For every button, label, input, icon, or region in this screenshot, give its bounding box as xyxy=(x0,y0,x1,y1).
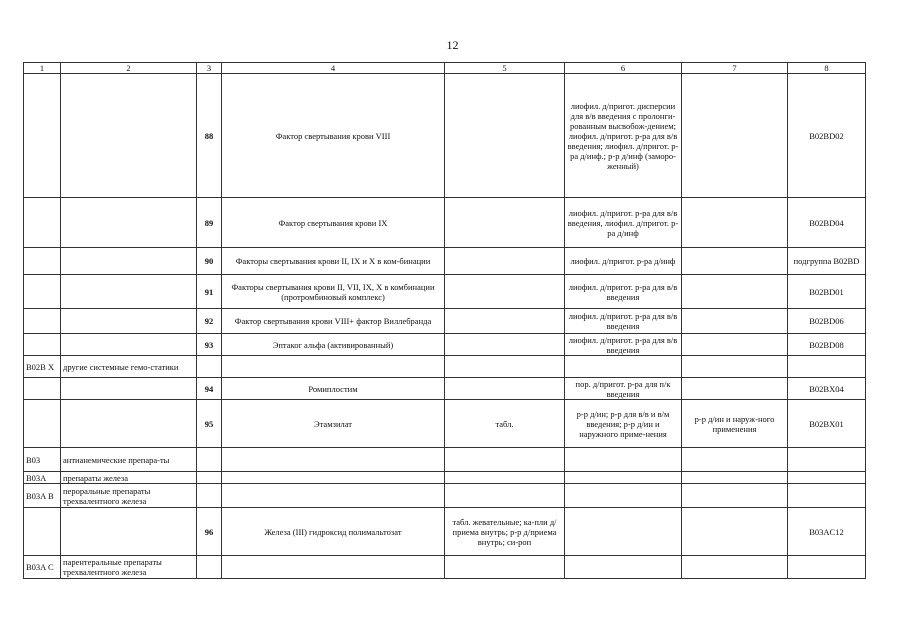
release-form-cell: р-р д/ин; р-р для в/в и в/м введения; р-р д/ин и наружного приме-нения xyxy=(565,400,682,448)
note-cell xyxy=(682,356,788,378)
atc-subcode-cell: B02BD01 xyxy=(788,275,866,309)
dosage-form-cell: табл. жевательные; ка-пли д/приема внутрь; р-р д/приема внутрь; си-роп xyxy=(445,508,565,556)
atc-subcode-cell xyxy=(788,472,866,484)
atc-code-cell xyxy=(24,334,61,356)
table-row xyxy=(24,472,866,484)
group-name-cell xyxy=(61,275,197,309)
release-form-cell xyxy=(565,448,682,472)
drug-name-cell xyxy=(222,448,445,472)
column-header: 5 xyxy=(445,63,565,74)
drug-name-cell xyxy=(222,356,445,378)
group-name-cell: пероральные препараты трехвалентного железа xyxy=(61,484,197,508)
column-header: 8 xyxy=(788,63,866,74)
item-number-cell: 95 xyxy=(197,400,222,448)
drug-name-cell: Эптаког альфа (активированный) xyxy=(222,334,445,356)
atc-subcode-cell: B02BX01 xyxy=(788,400,866,448)
atc-subcode-cell: B02BD04 xyxy=(788,198,866,248)
note-cell xyxy=(682,484,788,508)
table-row xyxy=(24,356,866,378)
release-form-cell xyxy=(565,508,682,556)
column-header: 6 xyxy=(565,63,682,74)
dosage-form-cell xyxy=(445,472,565,484)
drug-name-cell xyxy=(222,472,445,484)
atc-code-cell: B03A xyxy=(24,472,61,484)
table-row xyxy=(24,309,866,334)
drug-name-cell: Ромиплостим xyxy=(222,378,445,400)
item-number-cell: 96 xyxy=(197,508,222,556)
release-form-cell: лиофил. д/пригот. р-ра для в/в введения, лиофил. д/пригот. р-ра д/инф xyxy=(565,198,682,248)
dosage-form-cell xyxy=(445,378,565,400)
dosage-form-cell xyxy=(445,275,565,309)
atc-code-cell: B03A C xyxy=(24,556,61,579)
item-number-cell: 92 xyxy=(197,309,222,334)
item-number-cell: 90 xyxy=(197,248,222,275)
group-name-cell: антианемические препара-ты xyxy=(61,448,197,472)
drug-name-cell: Этамзилат xyxy=(222,400,445,448)
release-form-cell xyxy=(565,484,682,508)
release-form-cell xyxy=(565,556,682,579)
atc-subcode-cell xyxy=(788,556,866,579)
group-name-cell: другие системные гемо-статики xyxy=(61,356,197,378)
group-name-cell xyxy=(61,74,197,198)
item-number-cell xyxy=(197,448,222,472)
item-number-cell: 93 xyxy=(197,334,222,356)
column-header: 4 xyxy=(222,63,445,74)
drug-name-cell: Фактор свертывания крови VIII+ фактор Виллебранда xyxy=(222,309,445,334)
item-number-cell xyxy=(197,356,222,378)
dosage-form-cell xyxy=(445,74,565,198)
atc-code-cell: B03A B xyxy=(24,484,61,508)
item-number-cell: 91 xyxy=(197,275,222,309)
release-form-cell: лиофил. д/пригот. р-ра д/инф xyxy=(565,248,682,275)
table-row xyxy=(24,556,866,579)
drug-name-cell: Фактор свертывания крови IX xyxy=(222,198,445,248)
release-form-cell: лиофил. д/пригот. р-ра для в/в введения xyxy=(565,275,682,309)
dosage-form-cell xyxy=(445,309,565,334)
note-cell xyxy=(682,275,788,309)
table-row xyxy=(24,248,866,275)
column-header: 2 xyxy=(61,63,197,74)
column-header: 1 xyxy=(24,63,61,74)
note-cell xyxy=(682,334,788,356)
table-row xyxy=(24,448,866,472)
group-name-cell: препараты железа xyxy=(61,472,197,484)
group-name-cell xyxy=(61,400,197,448)
dosage-form-cell xyxy=(445,248,565,275)
note-cell xyxy=(682,472,788,484)
atc-subcode-cell xyxy=(788,448,866,472)
dosage-form-cell xyxy=(445,448,565,472)
atc-code-cell: B03 xyxy=(24,448,61,472)
dosage-form-cell: табл. xyxy=(445,400,565,448)
atc-code-cell xyxy=(24,74,61,198)
dosage-form-cell xyxy=(445,356,565,378)
release-form-cell: лиофил. д/пригот. дисперсии для в/в введения с пролонги-рованным высвобож-дением; лиофил. д/пригот. р-ра для в/в введения; лиофил. д/пригот. р-ра д/инф.; р-р д/инф (заморо-женный) xyxy=(565,74,682,198)
group-name-cell xyxy=(61,378,197,400)
drug-registry-table xyxy=(23,62,866,579)
atc-subcode-cell xyxy=(788,484,866,508)
atc-code-cell xyxy=(24,309,61,334)
table-row xyxy=(24,275,866,309)
drug-name-cell: Факторы свертывания крови II, VII, IX, X в комбинации (протромбиновый комплекс) xyxy=(222,275,445,309)
atc-code-cell: B02B X xyxy=(24,356,61,378)
column-header: 7 xyxy=(682,63,788,74)
note-cell xyxy=(682,556,788,579)
group-name-cell xyxy=(61,248,197,275)
group-name-cell: парентеральные препараты трехвалентного железа xyxy=(61,556,197,579)
drug-name-cell: Железа (III) гидроксид полимальтозат xyxy=(222,508,445,556)
dosage-form-cell xyxy=(445,484,565,508)
atc-subcode-cell: B02BD02 xyxy=(788,74,866,198)
page-number: 12 xyxy=(446,38,459,52)
group-name-cell xyxy=(61,309,197,334)
atc-subcode-cell: B02BX04 xyxy=(788,378,866,400)
note-cell xyxy=(682,508,788,556)
drug-name-cell: Фактор свертывания крови VIII xyxy=(222,74,445,198)
note-cell: р-р д/ин и наруж-ного применения xyxy=(682,400,788,448)
atc-code-cell xyxy=(24,248,61,275)
release-form-cell: лиофил. д/пригот. р-ра для в/в введения xyxy=(565,309,682,334)
table-row xyxy=(24,400,866,448)
dosage-form-cell xyxy=(445,556,565,579)
table-row xyxy=(24,74,866,198)
column-number-row xyxy=(24,63,866,74)
note-cell xyxy=(682,448,788,472)
item-number-cell xyxy=(197,484,222,508)
atc-code-cell xyxy=(24,400,61,448)
dosage-form-cell xyxy=(445,198,565,248)
note-cell xyxy=(682,309,788,334)
atc-code-cell xyxy=(24,198,61,248)
group-name-cell xyxy=(61,334,197,356)
release-form-cell: пор. д/пригот. р-ра для п/к введения xyxy=(565,378,682,400)
column-header: 3 xyxy=(197,63,222,74)
drug-name-cell xyxy=(222,484,445,508)
item-number-cell: 89 xyxy=(197,198,222,248)
table-row xyxy=(24,334,866,356)
group-name-cell xyxy=(61,508,197,556)
note-cell xyxy=(682,378,788,400)
table-row xyxy=(24,484,866,508)
drug-name-cell: Факторы свертывания крови II, IX и X в ком-бинации xyxy=(222,248,445,275)
table-row xyxy=(24,198,866,248)
item-number-cell xyxy=(197,556,222,579)
atc-subcode-cell: B03AC12 xyxy=(788,508,866,556)
item-number-cell xyxy=(197,472,222,484)
release-form-cell xyxy=(565,472,682,484)
note-cell xyxy=(682,74,788,198)
table-row xyxy=(24,508,866,556)
table-row xyxy=(24,378,866,400)
release-form-cell xyxy=(565,356,682,378)
atc-subcode-cell: B02BD06 xyxy=(788,309,866,334)
release-form-cell: лиофил. д/пригот. р-ра для в/в введения xyxy=(565,334,682,356)
atc-subcode-cell: B02BD08 xyxy=(788,334,866,356)
note-cell xyxy=(682,198,788,248)
atc-code-cell xyxy=(24,378,61,400)
dosage-form-cell xyxy=(445,334,565,356)
atc-subcode-cell xyxy=(788,356,866,378)
atc-code-cell xyxy=(24,275,61,309)
drug-name-cell xyxy=(222,556,445,579)
atc-subcode-cell: подгруппа B02BD xyxy=(788,248,866,275)
group-name-cell xyxy=(61,198,197,248)
item-number-cell: 88 xyxy=(197,74,222,198)
atc-code-cell xyxy=(24,508,61,556)
item-number-cell: 94 xyxy=(197,378,222,400)
note-cell xyxy=(682,248,788,275)
